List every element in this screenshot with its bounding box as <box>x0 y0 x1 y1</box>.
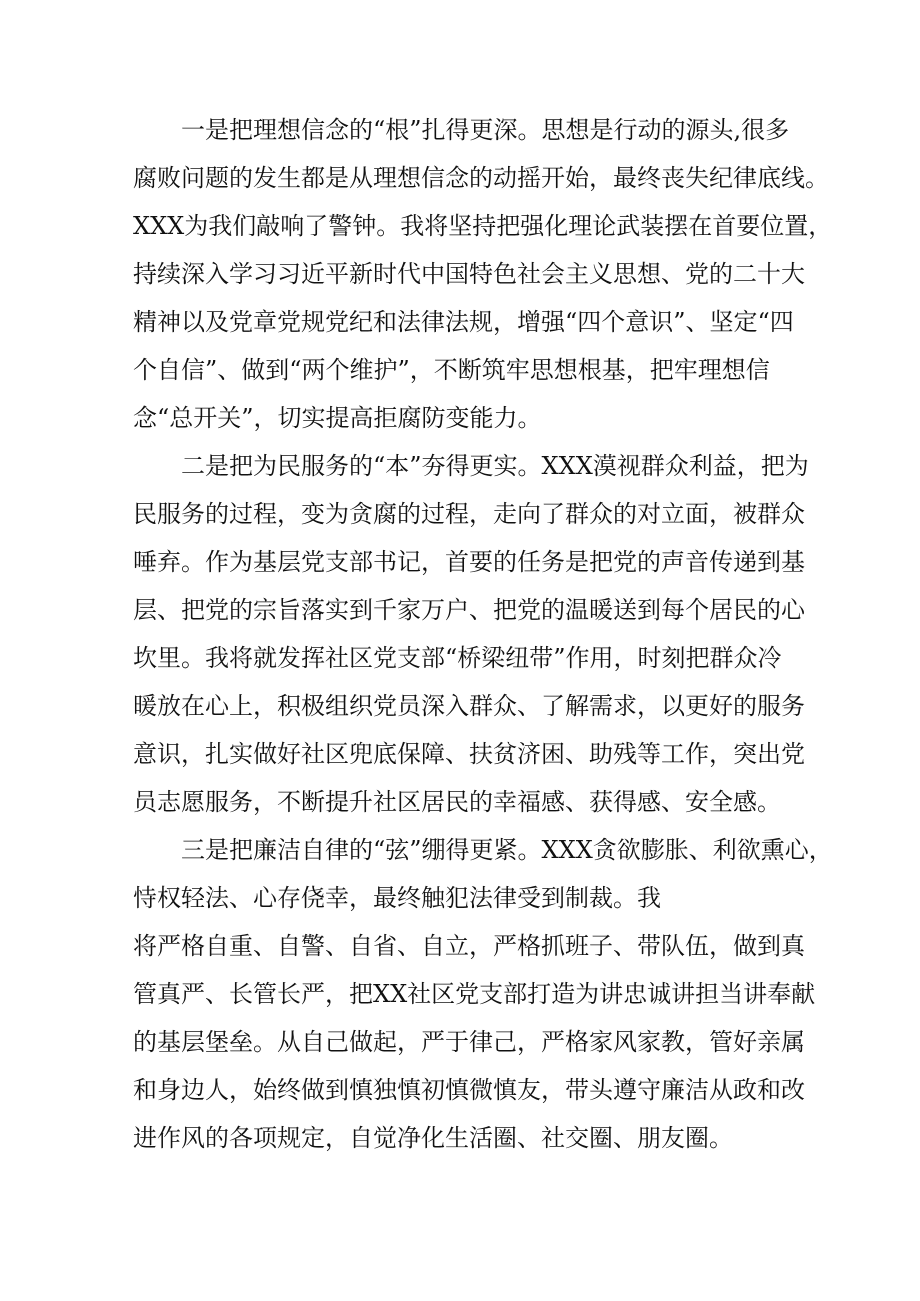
paragraph-line: 意识，扎实做好社区兜底保障、扶贫济困、助残等工作，突出党 <box>133 740 805 768</box>
paragraph-line: XXX为我们敲响了警钟。我将坚持把强化理论武装摆在首要位置， <box>133 212 833 240</box>
paragraph-line: 和身边人，始终做到慎独慎初慎微慎友，带头遵守廉洁从政和改 <box>133 1076 805 1104</box>
paragraph-line: 唾弃。作为基层党支部书记，首要的任务是把党的声音传递到基 <box>133 548 805 576</box>
paragraph-line: 持续深入学习习近平新时代中国特色社会主义思想、党的二十大 <box>133 260 805 288</box>
paragraph-line: 将严格自重、自警、自省、自立，严格抓班子、带队伍，做到真 <box>133 932 805 960</box>
paragraph-line: 进作风的各项规定，自觉净化生活圈、社交圈、朋友圈。 <box>133 1124 733 1152</box>
paragraph-line: 暖放在心上，积极组织党员深入群众、了解需求，以更好的服务 <box>133 692 805 720</box>
paragraph-line: 念“总开关”，切实提高拒腐防变能力。 <box>133 404 542 432</box>
paragraph-line: 一是把理想信念的“根”扎得更深。思想是行动的源头,很多 <box>181 116 790 144</box>
paragraph-line: 二是把为民服务的“本”夯得更实。XXX漠视群众利益，把为 <box>181 452 809 480</box>
paragraph-line: 员志愿服务，不断提升社区居民的幸福感、获得感、安全感。 <box>133 788 781 816</box>
paragraph-line: 民服务的过程，变为贪腐的过程，走向了群众的对立面，被群众 <box>133 500 805 528</box>
paragraph-line: 个自信”、做到“两个维护”，不断筑牢思想根基，把牢理想信 <box>133 356 770 384</box>
paragraph-line: 三是把廉洁自律的“弦”绷得更紧。XXX贪欲膨胀、利欲熏心， <box>181 836 833 864</box>
paragraph-line: 坎里。我将就发挥社区党支部“桥梁纽带”作用，时刻把群众冷 <box>133 644 782 672</box>
paragraph-line: 腐败问题的发生都是从理想信念的动摇开始，最终丧失纪律底线。 <box>133 164 829 192</box>
paragraph-line: 恃权轻法、心存侥幸，最终触犯法律受到制裁。我 <box>133 884 661 912</box>
paragraph-line: 的基层堡垒。从自己做起，严于律己，严格家风家教，管好亲属 <box>133 1028 805 1056</box>
paragraph-line: 精神以及党章党规党纪和法律法规，增强“四个意识”、坚定“四 <box>133 308 794 336</box>
paragraph-line: 层、把党的宗旨落实到千家万户、把党的温暖送到每个居民的心 <box>133 596 805 624</box>
paragraph-line: 管真严、长管长严，把XX社区党支部打造为讲忠诚讲担当讲奉献 <box>133 980 816 1008</box>
